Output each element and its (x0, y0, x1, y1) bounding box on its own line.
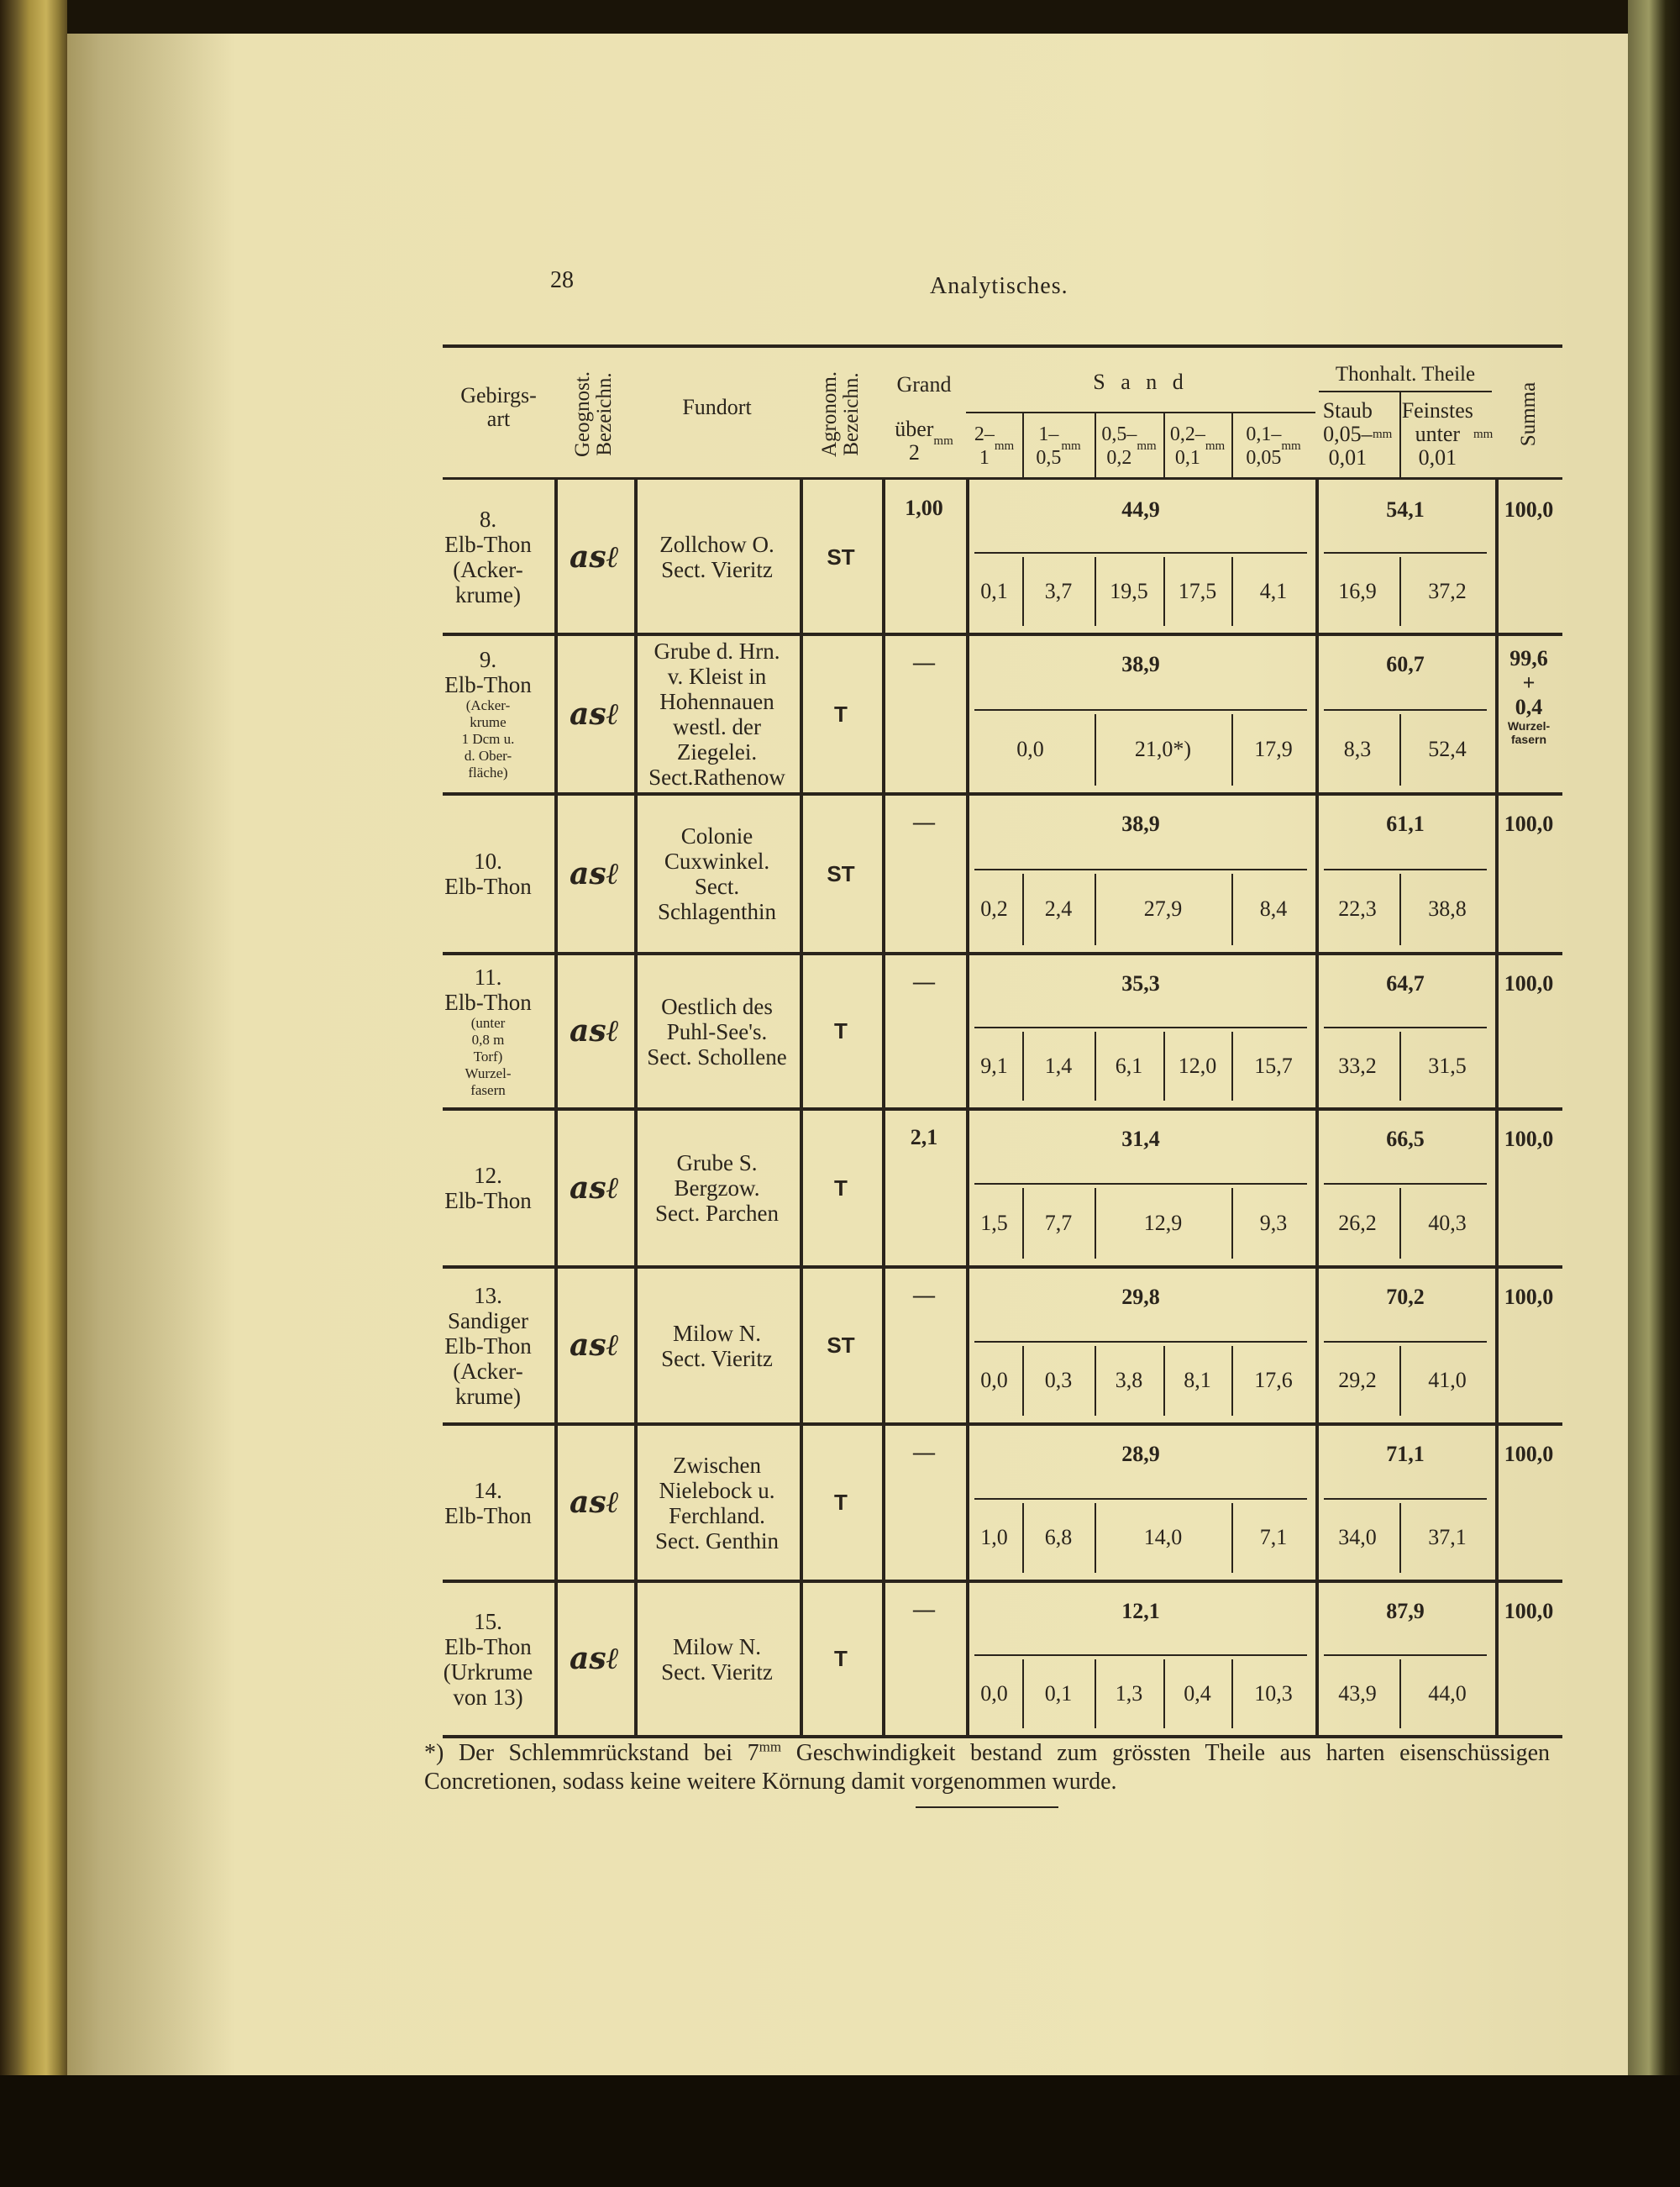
row-summa: 100,0 (1504, 1285, 1554, 1309)
row-column-rule (554, 480, 558, 634)
row-sand-3: 1,3 (1115, 1680, 1143, 1706)
row-sand-5: 15,7 (1254, 1053, 1293, 1078)
row-agronom: T (834, 1646, 848, 1671)
row-column-rule (1495, 634, 1499, 794)
row-sand-divider (1231, 714, 1233, 786)
header-sand-1: 2– 1 mm (974, 423, 1015, 469)
row-thon-rule (1324, 1498, 1487, 1500)
header-gebirgsart: Gebirgs- art (460, 383, 537, 431)
header-grand: Grand (896, 372, 952, 397)
running-title: Analytisches. (930, 273, 1068, 299)
row-staub: 43,9 (1338, 1680, 1377, 1706)
row-column-rule (634, 794, 638, 954)
header-sand-3: 0,5– 0,2 mm (1101, 423, 1157, 469)
row-agronom: T (834, 1175, 848, 1201)
row-sand-total: 35,3 (1121, 971, 1160, 996)
header-geognost: Geognost. Bezeichn. (571, 371, 617, 458)
book-edge-left (0, 0, 67, 2187)
row-gebirgsart: 8. Elb-Thon (Acker- krume) (444, 507, 532, 607)
row-staub: 34,0 (1338, 1525, 1377, 1549)
row-grand: — (913, 809, 935, 834)
row-sand-divider (1095, 874, 1096, 945)
row-agronom: T (834, 1490, 848, 1515)
row-sand-2: 3,7 (1044, 578, 1073, 603)
row-gebirgsart: 13. Sandiger Elb-Thon (Acker- krume) (444, 1282, 532, 1409)
row-staub: 33,2 (1338, 1053, 1377, 1078)
header-thon-divider (1399, 392, 1401, 477)
row-sand-rule (974, 869, 1307, 870)
row-column-rule (882, 1581, 885, 1737)
row-feinstes: 37,2 (1428, 578, 1467, 603)
row-sand-rule (974, 552, 1307, 554)
row-sand-total: 12,1 (1121, 1599, 1160, 1623)
row-column-rule (1495, 1581, 1499, 1737)
row-column-rule (1495, 1267, 1499, 1424)
page-gutter-shadow (67, 34, 235, 2077)
row-feinstes: 31,5 (1428, 1053, 1467, 1078)
row-geognost-symbol: asℓ (570, 539, 619, 575)
row-sand-4: 8,1 (1184, 1368, 1211, 1392)
row-column-rule (634, 1424, 638, 1581)
row-grand: — (913, 969, 935, 994)
row-sand-5: 10,3 (1254, 1680, 1293, 1706)
row-sand-total: 38,9 (1121, 812, 1160, 836)
row-feinstes: 41,0 (1428, 1368, 1467, 1392)
row-column-rule (800, 1424, 803, 1581)
row-column-rule (966, 1581, 969, 1737)
row-gebirgsart: 9. Elb-Thon (Acker- krume 1 Dcm u. d. Ober- fläche) (444, 647, 532, 781)
row-column-rule (800, 480, 803, 634)
row-fundort: Zwischen Nielebock u. Ferchland. Sect. Genthin (655, 1452, 779, 1554)
row-column-rule (882, 954, 885, 1109)
row-summa: 100,0 (1504, 971, 1554, 996)
row-column-rule (966, 954, 969, 1109)
row-thon-rule (1324, 1027, 1487, 1028)
row-column-rule (1495, 954, 1499, 1109)
row-thon-total: 87,9 (1386, 1599, 1425, 1623)
row-sand-divider (1095, 1503, 1096, 1573)
row-sand-divider (1231, 557, 1233, 626)
page-number: 28 (550, 267, 574, 293)
row-sand-merged-3: 17,9 (1254, 737, 1293, 761)
row-staub: 29,2 (1338, 1368, 1377, 1392)
row-sand-merged-4: 8,4 (1259, 896, 1288, 921)
row-column-rule (1315, 1267, 1319, 1424)
row-sand-divider (1163, 1346, 1165, 1416)
row-grand: — (913, 1596, 935, 1622)
row-column-rule (882, 634, 885, 794)
row-column-rule (554, 954, 558, 1109)
row-summa: 100,0 (1504, 1127, 1554, 1151)
row-geognost-symbol: asℓ (570, 1641, 619, 1676)
row-column-rule (800, 1581, 803, 1737)
row-sand-divider (1095, 1659, 1096, 1728)
header-agronom: Agronom. Bezeichn. (818, 371, 864, 458)
header-sand-4: 0,2– 0,1 mm (1169, 423, 1226, 469)
row-sand-divider (1095, 557, 1096, 626)
row-column-rule (634, 1267, 638, 1424)
footnote (424, 1733, 1550, 1796)
row-sand-4: 0,4 (1184, 1680, 1211, 1706)
row-thon-total: 54,1 (1386, 497, 1425, 522)
row-gebirgsart: 10. Elb-Thon (444, 849, 532, 899)
row-sand-total: 38,9 (1121, 652, 1160, 676)
row-column-rule (800, 1109, 803, 1267)
row-sand-divider (1231, 1032, 1233, 1101)
row-sand-divider (1231, 1503, 1233, 1573)
header-sand-5: 0,1– 0,05 mm (1246, 423, 1301, 469)
row-column-rule (554, 1424, 558, 1581)
row-bottom-rule (443, 1735, 1562, 1738)
footnote-text: *) Der Schlemmrückstand bei $7^{mm}$ Geschwindigkeit bestand zum grössten Theile aus harten eisenschüssigen Concretionen, sodass keine weitere Körnung damit vorgenommen wurde. (424, 1739, 1551, 1795)
row-sand-divider (1231, 1659, 1233, 1728)
row-column-rule (882, 1267, 885, 1424)
row-column-rule (1495, 1424, 1499, 1581)
row-sand-3: 19,5 (1110, 578, 1148, 603)
row-sand-2: 0,3 (1044, 1368, 1073, 1392)
row-sand-1: 9,1 (980, 1053, 1008, 1078)
row-sand-divider (1163, 1659, 1165, 1728)
row-thon-total: 61,1 (1386, 812, 1425, 836)
row-fundort: Oestlich des Puhl-See's. Sect. Schollene (647, 993, 787, 1070)
row-sand-1: 0,1 (980, 578, 1008, 603)
row-sand-merged-1: 1,0 (980, 1525, 1008, 1549)
row-column-rule (634, 1109, 638, 1267)
row-sand-divider (1231, 874, 1233, 945)
row-sand-total: 31,4 (1121, 1127, 1160, 1151)
row-column-rule (1495, 794, 1499, 954)
row-thon-rule (1324, 869, 1487, 870)
row-thon-total: 70,2 (1386, 1285, 1425, 1309)
row-thon-rule (1324, 1341, 1487, 1343)
row-column-rule (634, 480, 638, 634)
footnote-rule (916, 1806, 1058, 1808)
row-fundort: Colonie Cuxwinkel. Sect. Schlagenthin (658, 823, 776, 924)
row-thon-rule (1324, 709, 1487, 711)
row-sand-divider (1022, 557, 1024, 626)
row-column-rule (966, 1267, 969, 1424)
row-sand-merged-2: 6,8 (1044, 1525, 1073, 1549)
row-geognost-symbol: asℓ (570, 855, 619, 891)
row-fundort: Milow N. Sect. Vieritz (661, 1633, 773, 1685)
row-sand-5: 17,6 (1254, 1368, 1293, 1392)
header-summa: Summa (1517, 381, 1540, 447)
row-column-rule (800, 794, 803, 954)
row-summa: 100,0 (1504, 1599, 1554, 1623)
row-column-rule (882, 1109, 885, 1267)
row-sand-divider (1095, 1032, 1096, 1101)
row-agronom: T (834, 1018, 848, 1044)
row-sand-1: 0,0 (980, 1680, 1008, 1706)
row-sand-divider (1095, 714, 1096, 786)
book-edge-bottom (0, 2075, 1680, 2187)
row-gebirgsart: 12. Elb-Thon (444, 1163, 532, 1213)
row-grand: — (913, 1282, 935, 1307)
row-gebirgsart: 14. Elb-Thon (444, 1477, 532, 1528)
row-geognost-symbol: asℓ (570, 1485, 619, 1520)
row-sand-divider (1095, 1346, 1096, 1416)
row-sand-rule (974, 1183, 1307, 1185)
row-sand-divider (1022, 874, 1024, 945)
row-sand-divider (1022, 1503, 1024, 1573)
row-sand-rule (974, 1498, 1307, 1500)
row-thon-total: 60,7 (1386, 652, 1425, 676)
row-sand-merged-4: 7,1 (1259, 1525, 1288, 1549)
row-agronom: T (834, 701, 848, 727)
row-sand-divider (1163, 557, 1165, 626)
row-feinstes: 52,4 (1428, 737, 1467, 761)
row-feinstes: 44,0 (1428, 1680, 1467, 1706)
row-sand-rule (974, 709, 1307, 711)
row-column-rule (882, 1424, 885, 1581)
row-grand: — (913, 1439, 935, 1464)
row-staub: 16,9 (1338, 578, 1377, 603)
row-column-rule (966, 794, 969, 954)
row-grand: 2,1 (910, 1124, 938, 1149)
row-summa: 99,6 + 0,4 Wurzel- fasern (1507, 645, 1551, 746)
row-column-rule (882, 794, 885, 954)
row-sand-total: 29,8 (1121, 1285, 1160, 1309)
header-staub: Staub 0,05– 0,01 mm (1322, 398, 1393, 470)
row-sand-merged-4: 9,3 (1259, 1210, 1288, 1235)
header-sand-divider (1231, 413, 1233, 477)
row-column-rule (1495, 1109, 1499, 1267)
row-sand-merged-2: 2,4 (1044, 896, 1073, 921)
row-sand-1: 0,0 (980, 1368, 1008, 1392)
header-feinstes: Feinstes unter 0,01 mm (1401, 398, 1494, 470)
row-sand-divider (1231, 1188, 1233, 1259)
header-sand-2: 1– 0,5 mm (1036, 423, 1081, 469)
row-sand-divider (1022, 1346, 1024, 1416)
header-sand-divider (1022, 413, 1024, 477)
row-sand-total: 44,9 (1121, 497, 1160, 522)
row-column-rule (1315, 480, 1319, 634)
row-column-rule (800, 634, 803, 794)
row-sand-3: 6,1 (1115, 1053, 1143, 1078)
row-thon-rule (1324, 1183, 1487, 1185)
row-sand-divider (1022, 1659, 1024, 1728)
row-thon-total: 64,7 (1386, 971, 1425, 996)
row-column-rule (554, 634, 558, 794)
row-sand-merged-2: 7,7 (1044, 1210, 1073, 1235)
row-column-rule (966, 1109, 969, 1267)
row-gebirgsart: 11. Elb-Thon (unter 0,8 m Torf) Wurzel- fasern (444, 964, 532, 1098)
row-column-rule (966, 1424, 969, 1581)
row-thon-total: 66,5 (1386, 1127, 1425, 1151)
row-sand-5: 4,1 (1259, 578, 1288, 603)
row-geognost-symbol: asℓ (570, 1013, 619, 1049)
row-sand-divider (1163, 1032, 1165, 1101)
row-column-rule (634, 1581, 638, 1737)
row-sand-merged-3: 12,9 (1143, 1210, 1183, 1235)
row-feinstes: 37,1 (1428, 1525, 1467, 1549)
row-staub: 26,2 (1338, 1210, 1377, 1235)
row-fundort: Zollchow O. Sect. Vieritz (659, 532, 774, 582)
header-sand-divider (1163, 413, 1165, 477)
row-column-rule (554, 1109, 558, 1267)
row-column-rule (634, 954, 638, 1109)
row-geognost-symbol: asℓ (570, 1327, 619, 1363)
row-fundort: Grube S. Bergzow. Sect. Parchen (655, 1150, 779, 1226)
row-column-rule (1315, 794, 1319, 954)
row-column-rule (966, 634, 969, 794)
book-edge-right (1628, 0, 1680, 2187)
row-sand-merged-1: 0,0 (1016, 737, 1044, 761)
row-sand-merged-3: 14,0 (1143, 1525, 1183, 1549)
row-column-rule (1315, 954, 1319, 1109)
row-thon-total: 71,1 (1386, 1442, 1425, 1466)
row-feinstes: 38,8 (1428, 896, 1467, 921)
row-staub: 8,3 (1343, 737, 1372, 761)
row-summa: 100,0 (1504, 1442, 1554, 1466)
row-sand-divider (1095, 1188, 1096, 1259)
row-sand-merged-1: 1,5 (980, 1210, 1008, 1235)
row-thon-rule (1324, 552, 1487, 554)
row-column-rule (554, 794, 558, 954)
row-column-rule (800, 954, 803, 1109)
header-sand: S a n d (1093, 370, 1189, 394)
row-column-rule (1315, 1109, 1319, 1267)
row-column-rule (554, 1267, 558, 1424)
row-sand-rule (974, 1341, 1307, 1343)
row-sand-total: 28,9 (1121, 1442, 1160, 1466)
row-sand-rule (974, 1654, 1307, 1656)
row-sand-2: 1,4 (1044, 1053, 1073, 1078)
row-sand-divider (1022, 1032, 1024, 1101)
row-column-rule (1315, 634, 1319, 794)
row-gebirgsart: 15. Elb-Thon (Urkrume von 13) (443, 1608, 533, 1710)
row-geognost-symbol: asℓ (570, 696, 619, 732)
row-sand-merged-3: 27,9 (1143, 896, 1183, 921)
row-sand-divider (1231, 1346, 1233, 1416)
header-fundort: Fundort (682, 395, 752, 419)
row-sand-4: 12,0 (1178, 1053, 1217, 1078)
row-sand-3: 3,8 (1115, 1368, 1143, 1392)
row-summa: 100,0 (1504, 812, 1554, 836)
row-sand-merged-2: 21,0*) (1134, 737, 1192, 761)
row-sand-2: 0,1 (1044, 1680, 1073, 1706)
row-feinstes: 40,3 (1428, 1210, 1467, 1235)
row-geognost-symbol: asℓ (570, 1170, 619, 1206)
row-column-rule (554, 1581, 558, 1737)
row-column-rule (800, 1267, 803, 1424)
row-column-rule (634, 634, 638, 794)
row-fundort: Grube d. Hrn. v. Kleist in Hohennauen westl. der Ziegelei. Sect.Rathenow (648, 639, 785, 790)
row-agronom: ST (827, 544, 855, 570)
header-sand-divider (1095, 413, 1096, 477)
row-fundort: Milow N. Sect. Vieritz (661, 1320, 773, 1371)
row-thon-rule (1324, 1654, 1487, 1656)
row-column-rule (1495, 480, 1499, 634)
row-column-rule (882, 480, 885, 634)
header-grand-size: über 2 mm (895, 417, 953, 465)
row-column-rule (966, 480, 969, 634)
row-summa: 100,0 (1504, 497, 1554, 522)
header-thon: Thonhalt. Theile (1335, 363, 1476, 386)
row-agronom: ST (827, 860, 855, 886)
row-sand-rule (974, 1027, 1307, 1028)
row-staub: 22,3 (1338, 896, 1377, 921)
row-grand: — (913, 649, 935, 675)
row-sand-merged-1: 0,2 (980, 896, 1008, 921)
row-column-rule (1315, 1424, 1319, 1581)
row-agronom: ST (827, 1333, 855, 1358)
header-sand-rule (966, 412, 1315, 413)
row-sand-4: 17,5 (1178, 578, 1217, 603)
row-sand-divider (1022, 1188, 1024, 1259)
table-top-rule (443, 344, 1562, 348)
row-grand: 1,00 (905, 495, 943, 520)
row-column-rule (1315, 1581, 1319, 1737)
